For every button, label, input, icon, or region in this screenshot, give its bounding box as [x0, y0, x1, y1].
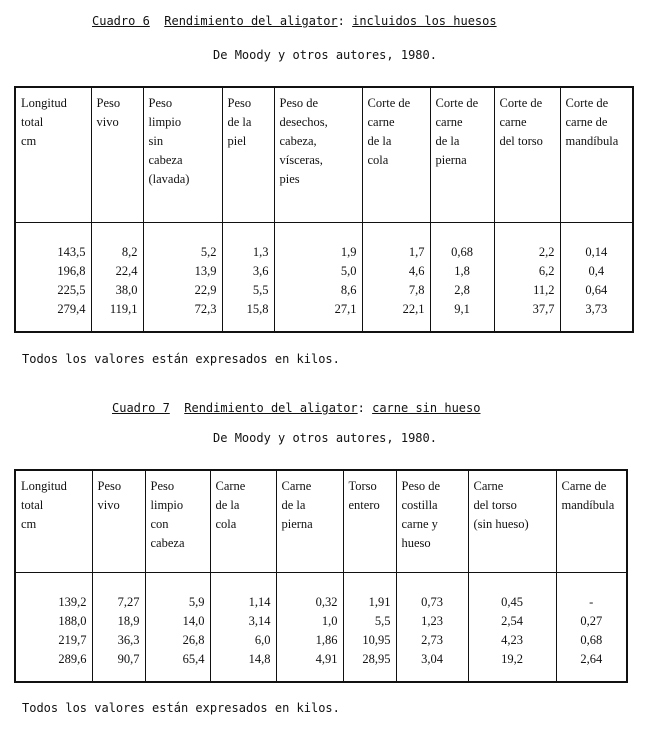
- table6-cell: 15,8: [222, 300, 274, 332]
- table6-note: Todos los valores están expresados en kilos.: [22, 352, 340, 366]
- table7-col-header-line: cabeza: [150, 536, 185, 550]
- table7-cell: 0,68: [556, 631, 627, 650]
- table6-caption-title: Rendimiento del aligator: [164, 14, 338, 28]
- table7-cell: 3,14: [210, 612, 276, 631]
- table6-caption: [92, 14, 497, 28]
- table6-cell: 1,7: [362, 223, 430, 263]
- table6-col-header-line: Peso: [96, 96, 121, 110]
- table7-cell: 7,27: [92, 573, 145, 613]
- table6-cell: 5,2: [143, 223, 222, 263]
- table6-cell: 0,14: [560, 223, 633, 263]
- table6-cell: 22,1: [362, 300, 430, 332]
- table7-col-header: [468, 470, 556, 573]
- table7-col-header-line: costilla: [401, 498, 438, 512]
- table7-cell: 6,0: [210, 631, 276, 650]
- table6-cell: 9,1: [430, 300, 494, 332]
- table6-col-header-line: cabeza,: [279, 134, 317, 148]
- table6-col-header-line: de la: [227, 115, 252, 129]
- table7-col-header: [276, 470, 343, 573]
- table7-body: [15, 573, 627, 683]
- table7-cell: 14,0: [145, 612, 210, 631]
- table6-col-header-line: cabeza: [148, 153, 183, 167]
- table6-col-header: [494, 87, 560, 223]
- table7-cell: 1,23: [396, 612, 468, 631]
- table7-col-header-line: cm: [21, 517, 37, 531]
- table7-caption-subtitle: carne sin hueso: [372, 401, 481, 415]
- table7-cell: 26,8: [145, 631, 210, 650]
- table6-col-header-line: carne: [367, 115, 395, 129]
- table7-cell: 0,27: [556, 612, 627, 631]
- table7-col-header: [343, 470, 396, 573]
- table7-caption-sep: :: [357, 401, 365, 415]
- table7-cell: 65,4: [145, 650, 210, 682]
- table7-col-header-line: hueso: [401, 536, 431, 550]
- table6-cell: 8,2: [91, 223, 143, 263]
- table7-col-header-line: de la: [215, 498, 240, 512]
- table6-col-header-line: Peso de: [279, 96, 319, 110]
- table6-col-header: [430, 87, 494, 223]
- table7-cell: 18,9: [92, 612, 145, 631]
- table7-col-header: [556, 470, 627, 573]
- table6-col-header-line: de la: [367, 134, 392, 148]
- table7: [14, 469, 628, 683]
- table7-row: [15, 573, 627, 613]
- table6-col-header-line: Peso: [148, 96, 173, 110]
- table7-row: [15, 631, 627, 650]
- table6-cell: 3,73: [560, 300, 633, 332]
- table6-col-header-line: vivo: [96, 115, 119, 129]
- table6-col-header: [362, 87, 430, 223]
- table7-col-header-line: Torso: [348, 479, 377, 493]
- table6-col-header: [560, 87, 633, 223]
- table6-caption-sep: :: [337, 14, 345, 28]
- table6-col-header-line: cm: [21, 134, 37, 148]
- table7-cell: 0,73: [396, 573, 468, 613]
- table6-source: De Moody y otros autores, 1980.: [213, 48, 437, 62]
- table7-note: Todos los valores están expresados en kilos.: [22, 701, 340, 715]
- table7-caption-label: Cuadro 7: [112, 401, 170, 415]
- table6-col-header-line: carne: [499, 115, 527, 129]
- table6-cell: 1,8: [430, 262, 494, 281]
- table7-col-header: [396, 470, 468, 573]
- table6-cell: 143,5: [15, 223, 91, 263]
- table6-cell: 2,8: [430, 281, 494, 300]
- table6-cell: 22,9: [143, 281, 222, 300]
- table6-col-header-line: carne: [435, 115, 463, 129]
- table7-col-header-line: entero: [348, 498, 380, 512]
- table6-col-header-line: del torso: [499, 134, 543, 148]
- table7-cell: 4,91: [276, 650, 343, 682]
- table7-col-header-line: (sin hueso): [473, 517, 529, 531]
- table6-cell: 13,9: [143, 262, 222, 281]
- table6-cell: 225,5: [15, 281, 91, 300]
- table7-col-header-line: mandíbula: [561, 498, 615, 512]
- table7-col-header: [145, 470, 210, 573]
- table6-col-header-line: piel: [227, 134, 247, 148]
- table7-col-header-line: de la: [281, 498, 306, 512]
- table6-cell: 8,6: [274, 281, 362, 300]
- table6-col-header-line: limpio: [148, 115, 182, 129]
- table6-cell: 7,8: [362, 281, 430, 300]
- table6-col-header-line: pierna: [435, 153, 467, 167]
- table6-cell: 1,9: [274, 223, 362, 263]
- table7-cell: 1,86: [276, 631, 343, 650]
- table7-cell: 4,23: [468, 631, 556, 650]
- table7-cell: 139,2: [15, 573, 92, 613]
- table6-col-header-line: Corte de: [499, 96, 543, 110]
- table7-row: [15, 612, 627, 631]
- table7-col-header-line: del torso: [473, 498, 517, 512]
- table7-col-header-line: Peso: [150, 479, 175, 493]
- table7-source: De Moody y otros autores, 1980.: [213, 431, 437, 445]
- table6-col-header-line: pies: [279, 172, 300, 186]
- table7-col-header-line: total: [21, 498, 44, 512]
- table6-row: [15, 223, 633, 263]
- table6-col-header-line: mandíbula: [565, 134, 619, 148]
- table7-col-header-line: Carne: [473, 479, 504, 493]
- table6-row: [15, 300, 633, 332]
- table6-cell: 4,6: [362, 262, 430, 281]
- table7-cell: 3,04: [396, 650, 468, 682]
- table6-row: [15, 262, 633, 281]
- table6-col-header: [222, 87, 274, 223]
- table6-col-header-line: carne de: [565, 115, 608, 129]
- table7-cell: 5,5: [343, 612, 396, 631]
- table7-col-header: [92, 470, 145, 573]
- table7-col-header-line: vivo: [97, 498, 120, 512]
- table6-col-header-line: desechos,: [279, 115, 328, 129]
- table6-cell: 6,2: [494, 262, 560, 281]
- table7-cell: 36,3: [92, 631, 145, 650]
- table6-col-header-line: Corte de: [367, 96, 411, 110]
- table7-col-header-line: Peso: [97, 479, 122, 493]
- table7-cell: 2,73: [396, 631, 468, 650]
- table7-cell: 19,2: [468, 650, 556, 682]
- table7-col-header-line: limpio: [150, 498, 184, 512]
- table6-header-row: [15, 87, 633, 223]
- table7-col-header: [15, 470, 92, 573]
- table6-col-header-line: Peso: [227, 96, 252, 110]
- table6-cell: 37,7: [494, 300, 560, 332]
- table7-header-row: [15, 470, 627, 573]
- table7-cell: 2,54: [468, 612, 556, 631]
- table6-col-header-line: Corte de: [435, 96, 479, 110]
- table6-col-header-line: total: [21, 115, 44, 129]
- table6-col-header: [274, 87, 362, 223]
- table7-cell: 1,0: [276, 612, 343, 631]
- table6-col-header: [143, 87, 222, 223]
- table7-cell: 28,95: [343, 650, 396, 682]
- table7-cell: 10,95: [343, 631, 396, 650]
- table6-cell: 22,4: [91, 262, 143, 281]
- table7-cell: 0,45: [468, 573, 556, 613]
- table7-caption: [112, 401, 480, 415]
- table6-cell: 1,3: [222, 223, 274, 263]
- table7-col-header-line: carne y: [401, 517, 438, 531]
- table6-cell: 196,8: [15, 262, 91, 281]
- table7-col-header: [210, 470, 276, 573]
- table7-col-header-line: Carne: [215, 479, 246, 493]
- table6-col-header-line: Corte de: [565, 96, 609, 110]
- table7-col-header-line: cola: [215, 517, 237, 531]
- table6-col-header-line: sin: [148, 134, 164, 148]
- table6-cell: 119,1: [91, 300, 143, 332]
- table7-cell: 1,14: [210, 573, 276, 613]
- table7-cell: 90,7: [92, 650, 145, 682]
- table6-cell: 279,4: [15, 300, 91, 332]
- table7-cell: 0,32: [276, 573, 343, 613]
- table7-col-header-line: pierna: [281, 517, 313, 531]
- table6-cell: 11,2: [494, 281, 560, 300]
- table6-cell: 5,5: [222, 281, 274, 300]
- table6-col-header-line: de la: [435, 134, 460, 148]
- table7-col-header-line: Carne: [281, 479, 312, 493]
- table7-cell: 289,6: [15, 650, 92, 682]
- table6-cell: 72,3: [143, 300, 222, 332]
- table6-col-header: [91, 87, 143, 223]
- table6-cell: 0,68: [430, 223, 494, 263]
- table6-caption-label: Cuadro 6: [92, 14, 150, 28]
- table7-cell: 188,0: [15, 612, 92, 631]
- table6-col-header-line: Longitud: [21, 96, 67, 110]
- table7-caption-title: Rendimiento del aligator: [184, 401, 358, 415]
- table6-cell: 3,6: [222, 262, 274, 281]
- table6: [14, 86, 634, 333]
- table6-caption-subtitle: incluidos los huesos: [352, 14, 497, 28]
- table6-cell: 2,2: [494, 223, 560, 263]
- table6-col-header-line: (lavada): [148, 172, 190, 186]
- table7-cell: 219,7: [15, 631, 92, 650]
- table7-col-header-line: Carne de: [561, 479, 607, 493]
- table7-col-header-line: Peso de: [401, 479, 441, 493]
- table7-cell: 5,9: [145, 573, 210, 613]
- table7-col-header-line: Longitud: [21, 479, 67, 493]
- table7-cell: 14,8: [210, 650, 276, 682]
- table6-cell: 27,1: [274, 300, 362, 332]
- table7-col-header-line: con: [150, 517, 169, 531]
- table6-cell: 5,0: [274, 262, 362, 281]
- table7-cell: -: [556, 573, 627, 613]
- table6-col-header-line: vísceras,: [279, 153, 323, 167]
- table6-cell: 0,4: [560, 262, 633, 281]
- table6-cell: 38,0: [91, 281, 143, 300]
- table7-cell: 2,64: [556, 650, 627, 682]
- table6-body: [15, 223, 633, 333]
- table6-col-header-line: cola: [367, 153, 389, 167]
- table6-cell: 0,64: [560, 281, 633, 300]
- table6-col-header: [15, 87, 91, 223]
- table6-row: [15, 281, 633, 300]
- table7-row: [15, 650, 627, 682]
- table7-cell: 1,91: [343, 573, 396, 613]
